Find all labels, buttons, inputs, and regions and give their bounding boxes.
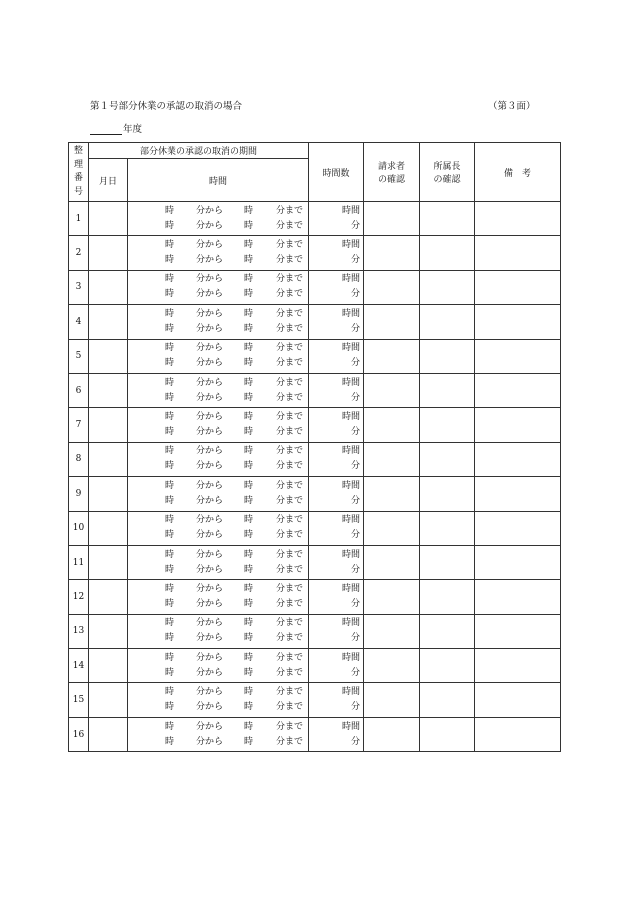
header-time: 時間: [128, 159, 309, 202]
hours-cell[interactable]: 時間 分: [309, 408, 364, 442]
date-cell[interactable]: [89, 408, 128, 442]
time-range-cell[interactable]: 時 分から 時 分まで 時 分から 時 分まで: [128, 580, 309, 614]
time-range-cell[interactable]: 時 分から 時 分まで 時 分から 時 分まで: [128, 477, 309, 511]
head-confirm-cell[interactable]: [420, 270, 475, 304]
hours-cell[interactable]: 時間 分: [309, 614, 364, 648]
row-number: 10: [69, 511, 89, 545]
remarks-cell[interactable]: [475, 202, 561, 236]
date-cell[interactable]: [89, 202, 128, 236]
remarks-cell[interactable]: [475, 477, 561, 511]
hours-cell[interactable]: 時間 分: [309, 717, 364, 751]
date-cell[interactable]: [89, 339, 128, 373]
table-row: [69, 649, 561, 683]
time-range-cell[interactable]: 時 分から 時 分まで 時 分から 時 分まで: [128, 305, 309, 339]
hours-cell[interactable]: 時間 分: [309, 373, 364, 407]
date-cell[interactable]: [89, 373, 128, 407]
remarks-cell[interactable]: [475, 339, 561, 373]
requester-confirm-cell[interactable]: [364, 408, 420, 442]
head-confirm-cell[interactable]: [420, 408, 475, 442]
date-cell[interactable]: [89, 580, 128, 614]
row-number: 4: [69, 305, 89, 339]
hours-cell[interactable]: 時間 分: [309, 202, 364, 236]
hours-cell[interactable]: 時間 分: [309, 683, 364, 717]
requester-confirm-cell[interactable]: [364, 580, 420, 614]
row-number: 11: [69, 545, 89, 579]
date-cell[interactable]: [89, 477, 128, 511]
time-range-cell[interactable]: 時 分から 時 分まで 時 分から 時 分まで: [128, 339, 309, 373]
remarks-cell[interactable]: [475, 373, 561, 407]
hours-cell[interactable]: 時間 分: [309, 442, 364, 476]
header-head-confirm: 所属長 の確認: [420, 143, 475, 202]
header-date: 月日: [89, 159, 128, 202]
requester-confirm-cell[interactable]: [364, 477, 420, 511]
head-confirm-cell[interactable]: [420, 511, 475, 545]
time-range-cell[interactable]: 時 分から 時 分まで 時 分から 時 分まで: [128, 511, 309, 545]
table-row: [69, 614, 561, 648]
hours-cell[interactable]: 時間 分: [309, 477, 364, 511]
remarks-cell[interactable]: [475, 649, 561, 683]
hours-cell[interactable]: 時間 分: [309, 270, 364, 304]
head-confirm-cell[interactable]: [420, 202, 475, 236]
row-number: 15: [69, 683, 89, 717]
table-row: [69, 270, 561, 304]
date-cell[interactable]: [89, 236, 128, 270]
remarks-cell[interactable]: [475, 717, 561, 751]
page-number: （第３面）: [488, 101, 536, 112]
row-number: 5: [69, 339, 89, 373]
time-range-cell[interactable]: 時 分から 時 分まで 時 分から 時 分まで: [128, 649, 309, 683]
requester-confirm-cell[interactable]: [364, 649, 420, 683]
time-range-cell[interactable]: 時 分から 時 分まで 時 分から 時 分まで: [128, 408, 309, 442]
table-row: [69, 339, 561, 373]
date-cell[interactable]: [89, 511, 128, 545]
requester-confirm-cell[interactable]: [364, 717, 420, 751]
hours-cell[interactable]: 時間 分: [309, 580, 364, 614]
time-range-cell[interactable]: 時 分から 時 分まで 時 分から 時 分まで: [128, 236, 309, 270]
table-row: [69, 408, 561, 442]
head-confirm-cell[interactable]: [420, 236, 475, 270]
remarks-cell[interactable]: [475, 683, 561, 717]
row-number: 12: [69, 580, 89, 614]
date-cell[interactable]: [89, 683, 128, 717]
date-cell[interactable]: [89, 545, 128, 579]
row-number: 9: [69, 477, 89, 511]
remarks-cell[interactable]: [475, 236, 561, 270]
date-cell[interactable]: [89, 442, 128, 476]
year-suffix: 年度: [123, 124, 143, 135]
table-row: [69, 202, 561, 236]
head-confirm-cell[interactable]: [420, 477, 475, 511]
time-range-cell[interactable]: 時 分から 時 分まで 時 分から 時 分まで: [128, 545, 309, 579]
date-cell[interactable]: [89, 305, 128, 339]
remarks-cell[interactable]: [475, 408, 561, 442]
requester-confirm-cell[interactable]: [364, 442, 420, 476]
hours-cell[interactable]: 時間 分: [309, 511, 364, 545]
header-period: 部分休業の承認の取消の期間: [89, 143, 309, 159]
table-row: [69, 236, 561, 270]
row-number: 3: [69, 270, 89, 304]
row-number: 1: [69, 202, 89, 236]
hours-cell[interactable]: 時間 分: [309, 305, 364, 339]
date-cell[interactable]: [89, 270, 128, 304]
requester-confirm-cell[interactable]: [364, 270, 420, 304]
header-requester-confirm: 請求者 の確認: [364, 143, 420, 202]
remarks-cell[interactable]: [475, 305, 561, 339]
row-number: 8: [69, 442, 89, 476]
remarks-cell[interactable]: [475, 270, 561, 304]
head-confirm-cell[interactable]: [420, 373, 475, 407]
head-confirm-cell[interactable]: [420, 545, 475, 579]
date-cell[interactable]: [89, 614, 128, 648]
time-range-cell[interactable]: 時 分から 時 分まで 時 分から 時 分まで: [128, 442, 309, 476]
time-range-cell[interactable]: 時 分から 時 分まで 時 分から 時 分まで: [128, 683, 309, 717]
head-confirm-cell[interactable]: [420, 442, 475, 476]
head-confirm-cell[interactable]: [420, 683, 475, 717]
requester-confirm-cell[interactable]: [364, 236, 420, 270]
table-row: [69, 545, 561, 579]
form-title: 第１号部分休業の承認の取消の場合: [90, 101, 243, 112]
head-confirm-cell[interactable]: [420, 305, 475, 339]
row-number: 6: [69, 373, 89, 407]
fiscal-year-field[interactable]: [90, 121, 142, 135]
row-number: 14: [69, 649, 89, 683]
table-row: [69, 442, 561, 476]
table-row: [69, 511, 561, 545]
remarks-cell[interactable]: [475, 511, 561, 545]
requester-confirm-cell[interactable]: [364, 305, 420, 339]
time-range-cell[interactable]: 時 分から 時 分まで 時 分から 時 分まで: [128, 614, 309, 648]
table-row: [69, 580, 561, 614]
requester-confirm-cell[interactable]: [364, 614, 420, 648]
requester-confirm-cell[interactable]: [364, 339, 420, 373]
time-range-cell[interactable]: 時 分から 時 分まで 時 分から 時 分まで: [128, 202, 309, 236]
row-number: 2: [69, 236, 89, 270]
hours-cell[interactable]: 時間 分: [309, 236, 364, 270]
year-blank[interactable]: [90, 123, 122, 135]
date-cell[interactable]: [89, 717, 128, 751]
row-number: 7: [69, 408, 89, 442]
requester-confirm-cell[interactable]: [364, 511, 420, 545]
requester-confirm-cell[interactable]: [364, 545, 420, 579]
head-confirm-cell[interactable]: [420, 717, 475, 751]
head-confirm-cell[interactable]: [420, 339, 475, 373]
time-range-cell[interactable]: 時 分から 時 分まで 時 分から 時 分まで: [128, 373, 309, 407]
header-seiri-number: 整 理 番 号: [69, 143, 89, 202]
table-row: [69, 305, 561, 339]
table-row: [69, 373, 561, 407]
row-number: 16: [69, 717, 89, 751]
hours-cell[interactable]: 時間 分: [309, 545, 364, 579]
remarks-cell[interactable]: [475, 442, 561, 476]
date-cell[interactable]: [89, 649, 128, 683]
time-range-cell[interactable]: 時 分から 時 分まで 時 分から 時 分まで: [128, 717, 309, 751]
table-row: [69, 477, 561, 511]
time-range-cell[interactable]: 時 分から 時 分まで 時 分から 時 分まで: [128, 270, 309, 304]
table-row: [69, 717, 561, 751]
hours-cell[interactable]: 時間 分: [309, 339, 364, 373]
head-confirm-cell[interactable]: [420, 580, 475, 614]
row-number: 13: [69, 614, 89, 648]
remarks-cell[interactable]: [475, 614, 561, 648]
remarks-cell[interactable]: [475, 580, 561, 614]
requester-confirm-cell[interactable]: [364, 373, 420, 407]
head-confirm-cell[interactable]: [420, 614, 475, 648]
hours-cell[interactable]: 時間 分: [309, 649, 364, 683]
requester-confirm-cell[interactable]: [364, 202, 420, 236]
header-hours: 時間数: [309, 143, 364, 202]
header-remarks: 備 考: [475, 143, 561, 202]
remarks-cell[interactable]: [475, 545, 561, 579]
table-row: [69, 683, 561, 717]
head-confirm-cell[interactable]: [420, 649, 475, 683]
requester-confirm-cell[interactable]: [364, 683, 420, 717]
cancellation-table: [68, 142, 561, 752]
